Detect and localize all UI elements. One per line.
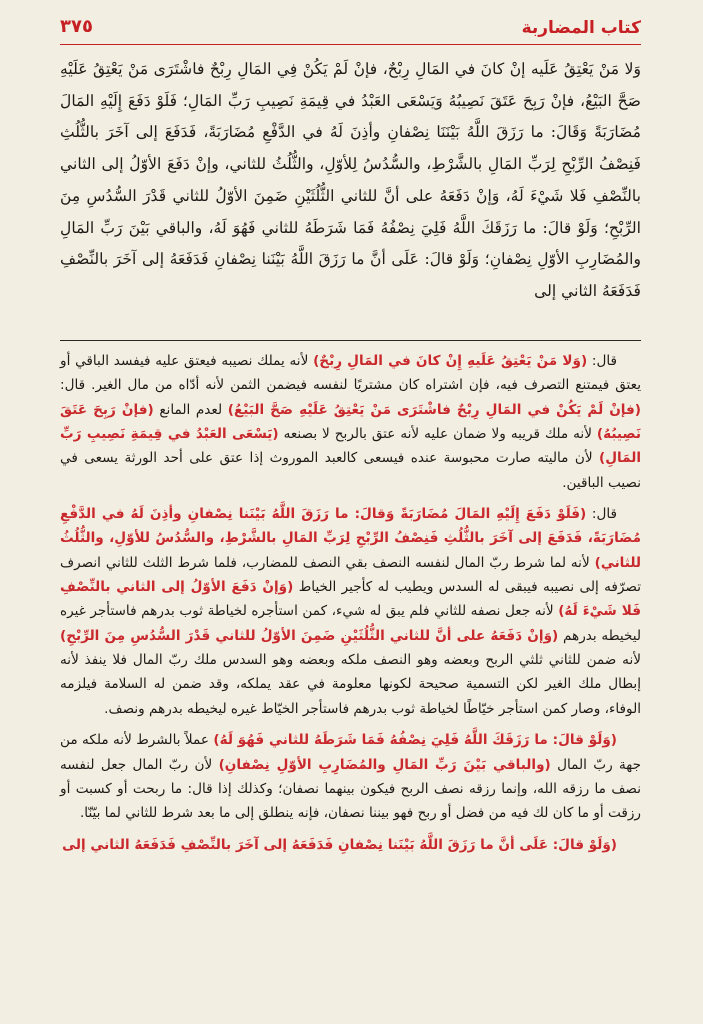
quoted-matn: (وَلَوْ قالَ: عَلَى أنَّ ما رَزَقَ اللَّهُ بَيْنَنا نِصْفانِ فَدَفَعَهُ إلى آخَرَ بالنِّصْفِ فَدَفَعَهُ الثاني إلى [62, 836, 617, 853]
quoted-matn: (وَلَوْ قالَ: ما رَزَقَكَ اللَّهُ فَلِيَ نِصْفُهُ فَمَا شَرَطَهُ للثاني فَهُوَ لَهُ) [213, 732, 617, 749]
book-title: كتاب المضاربة [521, 18, 641, 38]
commentary-text: لعدم المانع [153, 401, 228, 418]
main-text [60, 54, 641, 308]
text-separator [60, 340, 641, 341]
quoted-matn: (والباقي بَيْنَ رَبِّ المَالِ والمُضَارِبِ الأوّلِ نِصْفانِ) [218, 756, 551, 773]
quoted-matn: (يَسْعَى العَبْدُ في قِيمَةِ نَصِيبِ رَبِّ المَالِ) [60, 426, 641, 467]
commentary-text: عملاً بالشرط لأنه ملكه من جهة ربّ المال [60, 732, 641, 773]
commentary-text: لأن ربّ المال جعل لنفسه نصف ما رزقه الله، وإنما رزقه نصف الربح فيكون بينهما نصفان؛ وكذلك إذا قال: ما ربحت أو كسبت أو رزقت أو ما كان لك فيه من فضل أو ربح فهو بيننا نصفان، فإنه ينطلق إلى ما بعد شرط للثاني لما بيّنّا. [60, 756, 641, 822]
quoted-matn: (فإنْ لَمْ يَكُنْ في المَالِ رِبْحٌ فاشْتَرَى مَنْ يَعْتِقُ عَلَيْهِ صَحَّ البَيْعُ) [227, 401, 642, 418]
quoted-matn: (وَإنْ دَفَعَ الأوّلُ إلى الثاني بالنِّصْفِ فَلا شَيْءَ لَهُ) [60, 579, 641, 620]
page-number: ٣٧٥ [60, 16, 93, 37]
header-rule [60, 44, 641, 45]
quoted-matn: (فَلَوْ دَفَعَ إِلَيْهِ المَالَ مُضَارَبَةً وَقالَ: ما رَزَقَ اللَّهُ بَيْنَنا نِصْفانِ وأذِنَ لَهُ في الدَّفْعِ مُضَارَبَةً، فَدَفَعَ إلى آخَرَ بالثُّلُثِ فَنِصْفُ الرِّبْحِ لِرَبِّ المَالِ بالشَّرْطِ، والسُّدُسُ للأوّلِ، والثُّلُثُ للثاني) [60, 506, 641, 571]
commentary-paragraph [60, 728, 641, 825]
commentary-text: لأنه يملك نصيبه فيعتق عليه فيفسد الباقي أو يعتق فيمتنع التصرف فيه، فإن اشتراه كان مشتريًا لنفسه فيضمن الثمن لأنه أدّاه من مال الغير. قال: [60, 353, 641, 394]
commentary-text: لأنه جعل نصفه للثاني فلم يبق له شيء، كمن استأجره لخياطة ثوب بدرهم فاستأجر غيره ليخيطه بدرهم [60, 603, 641, 644]
commentary-text: لأنه ضمن للثاني ثلثي الربح وبعضه وهو النصف ملكه وبعضه وهو السدس ملك ربّ المال فلا ينفذ لأنه إبطال ملك الغير لكن التسمية صحيحة لكونها معلومة في عقد يملكه، وقد ضمن له السلامة فيلزمه الوفاء، وصار كمن استأجر خيّاطًا لخياطة ثوب بدرهم فاستأجر الخيّاط غيره ليخيطه بدرهم ونصف. [60, 652, 641, 717]
commentary-paragraph [60, 502, 641, 721]
commentary-paragraph [60, 833, 641, 857]
commentary-text: لأنه ملك قريبه ولا ضمان عليه لأنه عتق بالربح لا بصنعه [278, 426, 597, 443]
quoted-matn: (وَإنْ دَفَعَهُ على أنَّ للثاني الثُّلُثَيْنِ ضَمِنَ الأوّلُ للثاني قَدْرَ السُّدُسِ مِنَ الرِّبْحِ) [60, 627, 559, 644]
quoted-matn: (فإنْ رَبِحَ عَتَقَ نَصِيبُهُ) [60, 401, 641, 443]
running-header [60, 14, 641, 44]
commentary-text: لأن ماليته صارت محبوسة عنده فيسعى كالعبد الموروث إذا عتق على أحد الورثة يسعى في نصيب الباقين. [60, 450, 641, 491]
main-text-paragraph: وَلا مَنْ يَعْتِقُ عَلَيه إنْ كانَ في المَالِ رِبْحٌ، فإنْ لَمْ يَكُنْ فِي المَالِ رِبْحٌ فاشْتَرَى مَنْ يَعْتِقُ عَلَيْهِ صَحَّ البَيْعُ، فإنْ رَبِحَ عَتَقَ نَصِيبُهُ وَيَسْعَى العَبْدُ في قِيمَةِ نَصِيبِ رَبِّ المَالِ؛ فَلَوْ دَفَعَ إِلَيْهِ المَالَ مُضَارَبَةً وَقَالَ: ما رَزَقَ اللَّهُ بَيْنَنَا نِصْفانِ وأذِنَ لَهُ في الدَّفْعِ مُضَارَبَةً، فَدَفَعَ إلى آخَرَ بالثُّلُثِ فَنِصْفُ الرِّبْحِ لِرَبِّ المَالِ بالشَّرْطِ، والسُّدُسُ لِلأوّلِ، والثُّلُثُ للثاني، وإنْ دَفَعَ الأوّلُ إلى الثاني بالنِّصْفِ فَلا شَيْءَ لَهُ، وَإنْ دَفَعَهُ على أنَّ للثاني الثُّلُثَيْنِ ضَمِنَ الأوّلُ للثاني قَدْرَ السُّدُسِ مِنَ الرِّبْحِ؛ وَلَوْ قالَ: ما رَزَقَكَ اللَّهُ فَلِيَ نِصْفُهُ فَمَا شَرَطَهُ للثاني فَهُوَ لَهُ، والباقي بَيْنَ رَبِّ المَالِ والمُضَارِبِ الأوّلِ نِصْفانِ؛ وَلَوْ قالَ: عَلَى أنَّ ما رَزَقَ اللَّهُ بَيْنَنا نِصْفانِ فَدَفَعَهُ إلى آخَرَ بالنِّصْفِ فَدَفَعَهُ الثاني إلى [60, 60, 641, 300]
commentary-text: لأنه لما شرط ربّ المال لنفسه النصف بقي النصف للمضارب، فلما شرط الثلث للثاني انصرف تصرّفه إلى نصيبه فيبقى له السدس ويطيب له كأجير الخياط [60, 554, 641, 596]
commentary [60, 349, 641, 857]
commentary-paragraph [60, 349, 641, 495]
quoted-matn: (وَلا مَنْ يَعْتِقُ عَلَيهِ إِنْ كانَ في المَالِ رِبْحٌ) [313, 353, 588, 369]
commentary-text: قال: [587, 353, 618, 369]
commentary-text: قال: [586, 506, 617, 523]
